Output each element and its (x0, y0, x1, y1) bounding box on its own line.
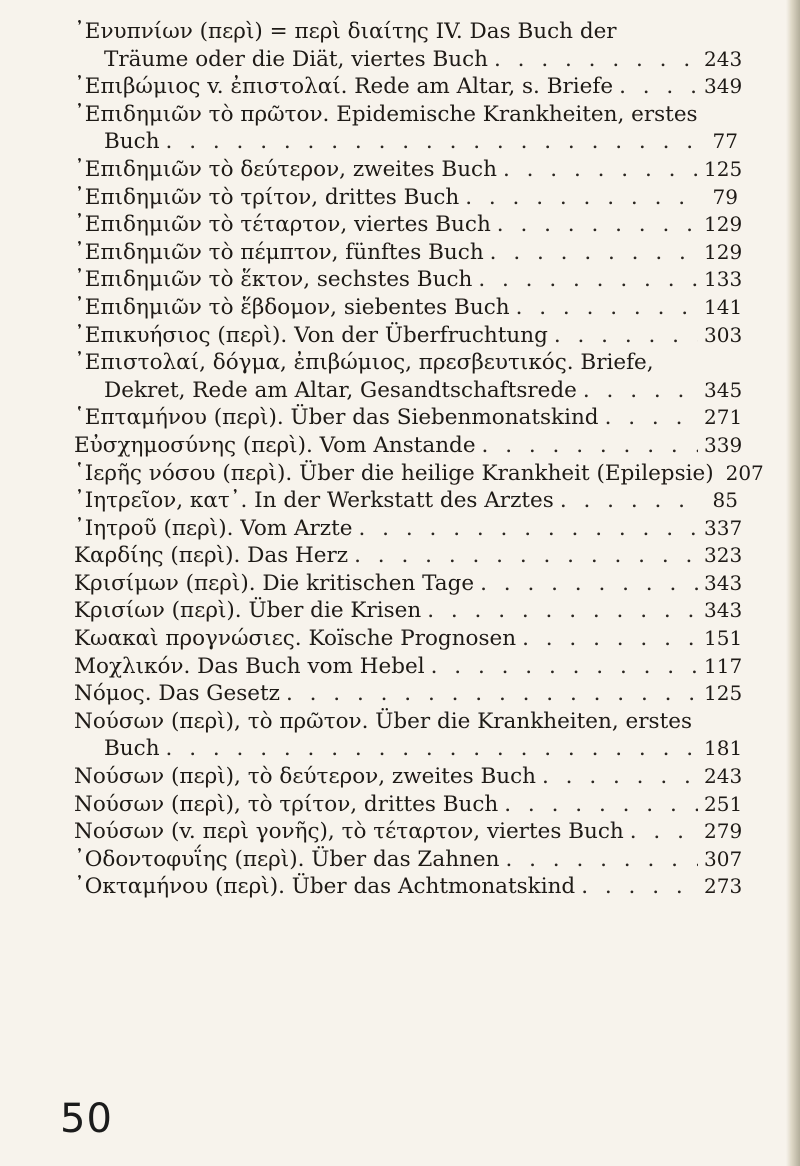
entry-title-line (74, 432, 743, 460)
entry-title-line (74, 763, 743, 791)
entry-page-number: 271 (704, 405, 743, 430)
entry-text: ᾿Επιδημιῶν τὸ δεύτερον, zweites Buch (74, 156, 497, 182)
entry-title-line (74, 570, 743, 598)
entry-title-line (74, 542, 743, 570)
entry-title-line (74, 708, 738, 736)
leader-dots (560, 487, 698, 515)
index-entry (74, 818, 743, 846)
leader-dots (427, 597, 698, 625)
entry-continuation-line (74, 377, 743, 405)
entry-page-number: 273 (704, 874, 743, 899)
entry-text: ῾Επταμήνου (περὶ). Über das Siebenmonatskind (74, 405, 599, 431)
entry-title-line (74, 322, 743, 350)
entry-page-number: 279 (704, 819, 743, 844)
leader-dots (166, 128, 698, 156)
index-entry (74, 156, 743, 184)
index-entry (74, 846, 743, 874)
entry-text: Νούσων (περὶ), τὸ πρῶτον. Über die Krankheiten, erstes (74, 708, 692, 734)
leader-dots (431, 653, 698, 681)
entry-title-line (74, 791, 743, 819)
entry-text: ᾿Επιδημιῶν τὸ ἕκτον, sechstes Buch (74, 267, 473, 293)
leader-dots (354, 542, 698, 570)
leader-dots (497, 211, 698, 239)
index-entry (74, 322, 743, 350)
leader-dots (504, 791, 698, 819)
index-entry (74, 791, 743, 819)
entry-title-line (74, 818, 743, 846)
leader-dots (166, 735, 698, 763)
entry-title-line (74, 294, 743, 322)
entry-page-number: 79 (712, 184, 738, 209)
entry-page-number: 77 (712, 129, 738, 154)
index-entry (74, 73, 743, 101)
page-edge-shadow (786, 0, 800, 1166)
entry-title-line (74, 349, 738, 377)
entry-text: Νόμος. Das Gesetz (74, 681, 280, 707)
entry-text: Κρισίμων (περὶ). Die kritischen Tage (74, 570, 475, 596)
leader-dots (478, 266, 698, 294)
entry-page-number: 303 (704, 322, 743, 347)
index-entry (74, 515, 743, 543)
leader-dots (583, 377, 698, 405)
entry-title-line (74, 404, 743, 432)
entry-page-number: 151 (704, 626, 743, 651)
leader-dots (480, 570, 698, 598)
entry-text: Κρισίων (περὶ). Über die Krisen (74, 598, 422, 624)
index-entry (74, 708, 743, 763)
entry-text: ᾿Επικυήσιος (περὶ). Von der Überfruchtung (74, 322, 548, 348)
entry-title-line (74, 211, 743, 239)
entry-page-number: 349 (704, 74, 743, 99)
entry-text: ᾿Επιδημιῶν τὸ ἕβδομον, siebentes Buch (74, 294, 510, 320)
index-entry (74, 763, 743, 791)
entry-text: Μοχλικόν. Das Buch vom Hebel (74, 653, 425, 679)
leader-dots (286, 680, 698, 708)
entry-page-number: 141 (704, 294, 743, 319)
entry-title-line (74, 487, 738, 515)
leader-dots (619, 73, 698, 101)
entry-title-line (74, 625, 743, 653)
entry-text: Träume oder die Diät, viertes Buch (104, 46, 488, 72)
entry-page-number: 85 (712, 488, 738, 513)
entry-text: Νούσων (περὶ), τὸ τρίτον, drittes Buch (74, 791, 499, 817)
entry-continuation-line (74, 735, 743, 763)
entry-page-number: 343 (704, 598, 743, 623)
leader-dots (630, 818, 698, 846)
leader-dots (605, 404, 698, 432)
page-number: 50 (60, 1096, 113, 1142)
entry-title-line (74, 653, 743, 681)
entry-continuation-line (74, 46, 743, 74)
index-entry (74, 487, 738, 515)
entry-text: Dekret, Rede am Altar, Gesandtschaftsrede (104, 377, 577, 403)
entry-page-number: 251 (704, 791, 743, 816)
index-entry (74, 432, 743, 460)
entry-page-number: 307 (704, 846, 743, 871)
index-entry (74, 239, 743, 267)
index-entry (74, 101, 738, 156)
entry-title-line (74, 266, 743, 294)
entry-text: ᾿Επιστολαί, δόγμα, ἐπιβώμιος, πρεσβευτικός. Briefe, (74, 350, 654, 376)
entry-title-line (74, 184, 738, 212)
entry-page-number: 323 (704, 543, 743, 568)
entry-title-line (74, 239, 743, 267)
index-entry (74, 404, 743, 432)
leader-dots (516, 294, 698, 322)
index-entry (74, 625, 743, 653)
index-entry (74, 597, 743, 625)
entry-text: Εὐσχημοσύνης (περὶ). Vom Anstande (74, 432, 476, 458)
entry-page-number: 129 (704, 239, 743, 264)
leader-dots (503, 156, 698, 184)
entry-title-line (74, 873, 743, 901)
leader-dots (490, 239, 698, 267)
leader-dots (359, 515, 698, 543)
leader-dots (542, 763, 698, 791)
entry-page-number: 343 (704, 570, 743, 595)
index-list (74, 18, 764, 901)
entry-text: Νούσων (περὶ), τὸ δεύτερον, zweites Buch (74, 764, 536, 790)
entry-text: ᾿Επιδημιῶν τὸ τρίτον, drittes Buch (74, 184, 460, 210)
entry-page-number: 181 (704, 736, 743, 761)
entry-title-line (74, 597, 743, 625)
entry-page-number: 345 (704, 377, 743, 402)
index-entry (74, 542, 743, 570)
entry-page-number: 337 (704, 515, 743, 540)
entry-title-line (74, 73, 743, 101)
index-entry (74, 349, 743, 404)
index-entry (74, 653, 743, 681)
entry-text: Buch (104, 129, 160, 155)
entry-text: Καρδίης (περὶ). Das Herz (74, 543, 349, 569)
entry-text: ᾿Οδοντοφυΐης (περὶ). Über das Zahnen (74, 846, 500, 872)
index-entry (74, 18, 743, 73)
index-entry (74, 211, 743, 239)
index-entry (74, 570, 743, 598)
index-entry (74, 460, 764, 488)
entry-text: Buch (104, 736, 160, 762)
entry-page-number: 207 (725, 460, 764, 485)
entry-title-line (74, 680, 743, 708)
entry-title-line (74, 101, 738, 129)
entry-page-number: 129 (704, 212, 743, 237)
entry-text: ᾿Επιδημιῶν τὸ τέταρτον, viertes Buch (74, 212, 491, 238)
leader-dots (465, 184, 698, 212)
entry-page-number: 117 (704, 653, 743, 678)
index-entry (74, 680, 743, 708)
leader-dots (581, 873, 698, 901)
entry-page-number: 133 (704, 267, 743, 292)
index-entry (74, 873, 743, 901)
entry-text: ᾿Επιδημιῶν τὸ πρῶτον. Epidemische Krankheiten, erstes (74, 101, 698, 127)
leader-dots (554, 322, 698, 350)
entry-title-line (74, 846, 743, 874)
entry-text: Κωακαὶ προγνώσιες. Koïsche Prognosen (74, 626, 517, 652)
entry-page-number: 125 (704, 156, 743, 181)
entry-page-number: 243 (704, 764, 743, 789)
entry-page-number: 243 (704, 46, 743, 71)
entry-text: ᾿Επιβώμιος v. ἐπιστολαί. Rede am Altar, s. Briefe (74, 74, 614, 100)
entry-title-line (74, 18, 738, 46)
entry-text: ᾿Ενυπνίων (περὶ) = περὶ διαίτης IV. Das Buch der (74, 19, 617, 44)
index-entry (74, 266, 743, 294)
entry-continuation-line (74, 128, 738, 156)
entry-title-line (74, 156, 743, 184)
leader-dots (505, 846, 698, 874)
index-entry (74, 184, 738, 212)
entry-text: ᾿Επιδημιῶν τὸ πέμπτον, fünftes Buch (74, 239, 484, 265)
entry-text: Νούσων (v. περὶ γονῆς), τὸ τέταρτον, viertes Buch (74, 819, 624, 845)
entry-page-number: 125 (704, 681, 743, 706)
leader-dots (482, 432, 698, 460)
entry-text: ῾Ιερῆς νόσου (περὶ). Über die heilige Krankheit (Epilepsie) (74, 460, 714, 486)
entry-text: ᾿Οκταμήνου (περὶ). Über das Achtmonatskind (74, 874, 576, 900)
leader-dots (522, 625, 698, 653)
leader-dots (494, 46, 698, 74)
entry-text: ᾿Ιητροῦ (περὶ). Vom Arzte (74, 515, 353, 541)
index-entry (74, 294, 743, 322)
entry-text: ᾿Ιητρεῖον, κατ᾿. In der Werkstatt des Arztes (74, 488, 554, 514)
entry-title-line (74, 515, 743, 543)
entry-title-line (74, 460, 764, 488)
entry-page-number: 339 (704, 432, 743, 457)
